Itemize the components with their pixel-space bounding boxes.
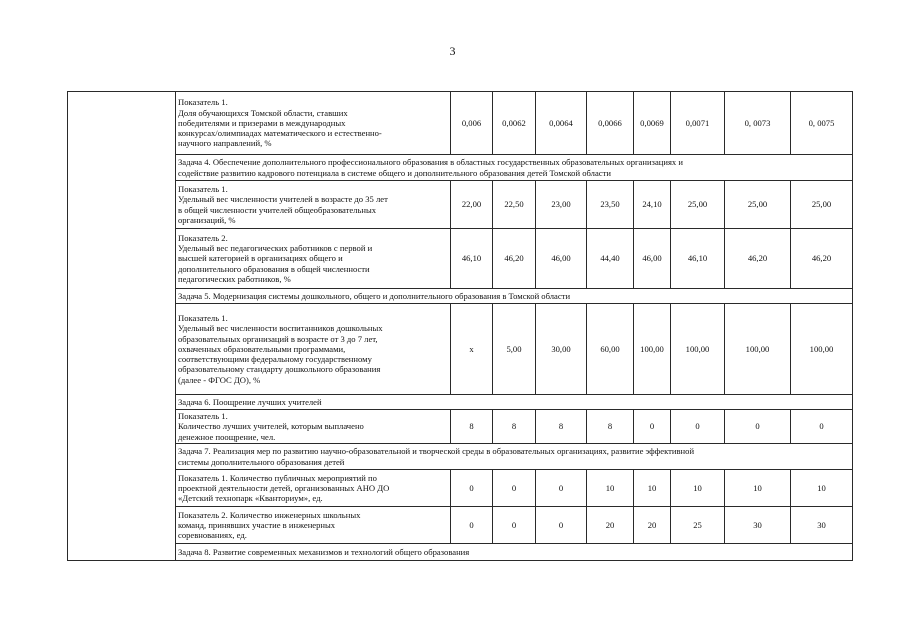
indicator-value: 100,00 [634,304,671,395]
indicator-line: «Детский технопарк «Кванториум», ед. [178,493,323,504]
indicator-value: 0 [671,410,725,444]
task-row [68,289,853,304]
empty-first-column [68,92,176,561]
page-number: 3 [449,44,456,58]
indicator-value: x [451,304,493,395]
indicator-description [176,92,451,155]
task-row [68,155,853,181]
indicator-line: Показатель 2. [178,232,228,243]
indicator-value: 46,20 [725,229,791,289]
indicator-line: в общей численности учителей общеобразовательных [178,204,377,215]
indicator-row [68,470,853,507]
indicator-line: научного направлений, % [178,138,272,149]
indicator-value: 44,40 [587,229,634,289]
indicator-line: Показатель 1. [178,313,228,324]
indicator-value: 8 [493,410,536,444]
indicator-value: 10 [671,470,725,507]
indicator-value: 30 [791,507,853,544]
indicator-value: 46,10 [451,229,493,289]
indicator-value: 23,00 [536,181,587,229]
indicator-value: 0 [493,507,536,544]
indicator-value: 46,10 [671,229,725,289]
indicator-row [68,507,853,544]
indicator-description [176,470,451,507]
indicator-value: 23,50 [587,181,634,229]
indicator-line: соответствующими федеральному государственному [178,354,372,365]
indicator-value: 60,00 [587,304,634,395]
task-title [176,444,853,470]
indicator-line: Доля обучающихся Томской области, ставших [178,107,348,118]
indicator-line: высшей категорией в организациях общего и [178,253,343,264]
indicator-value: 8 [587,410,634,444]
task-line: Задача 4. Обеспечение дополнительного профессионального образования в областных государственных образовательных организациях и [178,157,683,168]
indicator-line: Удельный вес численности учителей в возрасте до 35 лет [178,194,388,205]
indicator-row [68,229,853,289]
indicator-value: 0 [725,410,791,444]
indicator-row [68,92,853,155]
indicator-value: 0 [536,507,587,544]
indicator-value: 46,20 [791,229,853,289]
indicator-description [176,181,451,229]
indicator-value: 46,20 [493,229,536,289]
indicator-line: проектной деятельности детей, организованных АНО ДО [178,482,390,493]
task-line: содействие развитию кадрового потенциала в системе общего и дополнительного образования детей Томской области [178,167,611,178]
indicator-value: 0 [451,507,493,544]
indicator-value: 0,006 [451,92,493,155]
indicator-value: 0, 0075 [791,92,853,155]
indicator-value: 5,00 [493,304,536,395]
indicator-description [176,304,451,395]
indicator-value: 0 [791,410,853,444]
indicator-line: образовательных организаций в возрасте от 3 до 7 лет, [178,333,378,344]
indicator-line: (далее - ФГОС ДО), % [178,374,261,385]
task-title [176,395,853,410]
task-row [68,395,853,410]
indicator-value: 0 [493,470,536,507]
task-title [176,289,853,304]
indicators-table [67,91,853,561]
indicator-description [176,410,451,444]
indicator-value: 10 [634,470,671,507]
indicator-value: 100,00 [791,304,853,395]
indicator-line: Удельный вес педагогических работников с первой и [178,243,373,254]
indicator-value: 0,0071 [671,92,725,155]
indicator-line: соревнованиях, ед. [178,530,247,541]
indicator-value: 25,00 [671,181,725,229]
indicator-value: 0,0062 [493,92,536,155]
indicator-line: Показатель 1. [178,411,228,422]
task-line: системы дополнительного образования детей [178,456,345,467]
task-line: Задача 8. Развитие современных механизмов и технологий общего образования [178,546,470,557]
indicator-value: 24,10 [634,181,671,229]
indicator-line: охваченных образовательными программами, [178,343,346,354]
indicator-value: 22,50 [493,181,536,229]
task-line: Задача 5. Модернизация системы дошкольного, общего и дополнительного образования в Томской области [178,290,571,301]
indicator-value: 20 [634,507,671,544]
indicator-value: 0,0064 [536,92,587,155]
indicator-value: 10 [587,470,634,507]
indicator-value: 100,00 [671,304,725,395]
indicator-line: Количество лучших учителей, которым выплачено [178,421,364,432]
indicator-row [68,410,853,444]
indicator-value: 30 [725,507,791,544]
indicator-line: конкурсах/олимпиадах математического и естественно- [178,128,382,139]
indicator-value: 0,0066 [587,92,634,155]
indicator-description [176,229,451,289]
indicator-value: 0 [634,410,671,444]
indicator-value: 10 [725,470,791,507]
indicator-line: Удельный вес численности воспитанников дошкольных [178,323,383,334]
indicator-value: 46,00 [634,229,671,289]
indicator-value: 0,0069 [634,92,671,155]
indicator-value: 10 [791,470,853,507]
indicator-value: 46,00 [536,229,587,289]
indicator-line: дополнительного образования в общей численности [178,263,370,274]
indicator-row [68,304,853,395]
task-line: Задача 6. Поощрение лучших учителей [178,396,322,407]
indicator-line: образовательному стандарту дошкольного образования [178,364,381,375]
indicator-line: победителями и призерами в международных [178,117,346,128]
indicator-line: Показатель 1. [178,97,228,108]
indicator-line: Показатель 1. Количество публичных мероприятий по [178,472,377,483]
indicator-line: команд, принявших участие в инженерных [178,519,336,530]
indicator-value: 100,00 [725,304,791,395]
indicator-value: 25 [671,507,725,544]
indicator-value: 25,00 [791,181,853,229]
indicator-line: денежное поощрение, чел. [178,431,276,442]
indicator-value: 0 [451,470,493,507]
indicator-value: 0 [536,470,587,507]
indicator-description [176,507,451,544]
indicator-value: 20 [587,507,634,544]
indicator-value: 8 [451,410,493,444]
indicator-line: Показатель 2. Количество инженерных школьных [178,509,361,520]
indicator-row [68,181,853,229]
task-line: Задача 7. Реализация мер по развитию научно-образовательной и творческой среды в образовательных организациях, развитие эффективной [178,446,695,457]
indicator-line: Показатель 1. [178,184,228,195]
indicator-value: 30,00 [536,304,587,395]
indicator-line: организаций, % [178,214,236,225]
task-title [176,544,853,561]
indicator-value: 25,00 [725,181,791,229]
task-title [176,155,853,181]
indicator-value: 0, 0073 [725,92,791,155]
task-row [68,444,853,470]
task-row [68,544,853,561]
indicator-line: педагогических работников, % [178,273,291,284]
indicator-value: 8 [536,410,587,444]
indicator-value: 22,00 [451,181,493,229]
